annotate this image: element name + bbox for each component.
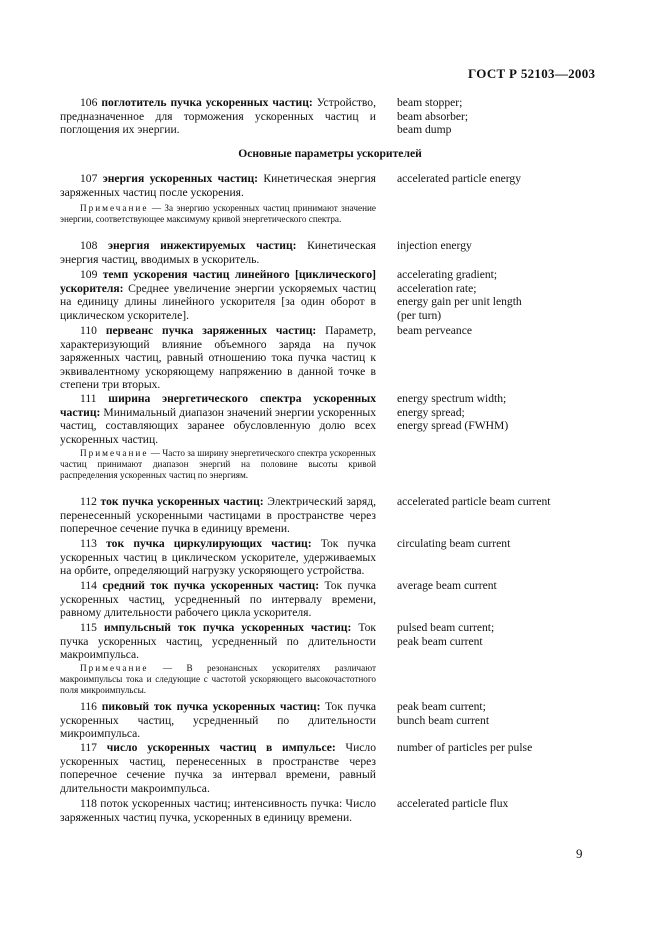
english-equivalent: pulsed beam current; peak beam current <box>397 621 495 648</box>
english-equivalent: circulating beam current <box>397 537 511 550</box>
term-name: энергия ускоренных частиц: <box>102 172 259 185</box>
english-equivalent: beam stopper; beam absorber; beam dump <box>397 96 469 137</box>
english-equivalent: accelerated particle flux <box>397 797 509 810</box>
term-definition: 106 поглотитель пучка ускоренных частиц: Устройство, предназначенное для торможения ускоренных частиц и поглощения их энергии. <box>60 96 376 137</box>
term-text: Ток пучка ускоренных частиц, усредненный по длительности микроимпульса. <box>60 700 376 741</box>
note-111 <box>60 448 376 480</box>
term-text: Кинетическая энергия заряженных частиц после ускорения. <box>60 172 376 199</box>
term-definition: 113 ток пучка циркулирующих частиц: Ток пучка ускоренных частиц в циклическом ускорителе, удерживаемых на орбите, определяющий нагрузку ускоряющего устройства. <box>60 537 376 578</box>
english-equivalent: injection energy <box>397 239 472 252</box>
note-text: — Часто за ширину энергетического спектра ускоренных частиц принимают диапазон энергий на половине высоты кривой распределения ускоренных частиц по энергиям. <box>60 448 376 480</box>
term-text: Параметр, характеризующий влияние объемного заряда на пучок заряженных частиц, равный отношению тока пучка частиц к эквивалентному ускоряющему напряжению в данной точке в степени три вторых. <box>60 324 376 392</box>
term-name: энергия инжектируемых частиц: <box>107 239 297 252</box>
note-text: — За энергию ускоренных частиц принимают значение энергии, соответствующее максимуму кривой энергетического спектра. <box>60 203 376 224</box>
term-text: Электрический заряд, перенесенный ускоренными частицами в пространстве через поперечное сечение пучка в единицу времени. <box>60 495 376 536</box>
term-name: ширина энергетического спектра ускоренных частиц: <box>60 392 376 419</box>
term-text: Минимальный диапазон значений энергии ускоренных частиц, составляющих заранее обусловленную долю всех ускоренных частиц. <box>60 405 376 446</box>
term-name: средний ток пучка ускоренных частиц: <box>102 579 320 592</box>
note-115 <box>60 663 376 695</box>
term-definition: 109 темп ускорения частиц линейного [циклического] ускорителя: Среднее увеличение энергии ускоряемых частиц на единицу длины линейного ускорителя [за один оборот в циклическом ускорителе]. <box>60 268 376 322</box>
term-definition: 111 ширина энергетического спектра ускоренных частиц: Минимальный диапазон значений энергии ускоренных частиц, составляющих заранее обусловленную долю всех ускоренных частиц. <box>60 392 376 446</box>
term-name: первеанс пучка заряженных частиц: <box>105 324 317 337</box>
english-equivalent: peak beam current; bunch beam current <box>397 700 490 727</box>
section-title: Основные параметры ускорителей <box>238 147 422 160</box>
term-text: Среднее увеличение энергии ускоряемых частиц на единицу длины линейного ускорителя [за один оборот в циклическом ускорителе]. <box>60 281 376 322</box>
term-text: Ток пучка ускоренных частиц, усредненный по интервалу времени, равному длительности рабочего цикла ускорителя. <box>60 579 376 620</box>
term-name: ток пучка циркулирующих частиц: <box>106 537 312 550</box>
english-equivalent: accelerated particle beam current <box>397 495 551 508</box>
term-name: пиковый ток пучка ускоренных частиц: <box>101 700 321 713</box>
term-definition: 110 первеанс пучка заряженных частиц: Параметр, характеризующий влияние объемного заряда на пучок заряженных частиц, равный отношению тока пучка частиц к эквивалентному ускоряющему напряжению в данной точке в степени три вторых. <box>60 324 376 392</box>
term-text: Ток пучка ускоренных частиц, усредненный по длительности макроимпульса. <box>60 621 376 662</box>
term-text: поток ускоренных частиц; интенсивность пучка: Число заряженных частиц пучка, ускоренных в единицу времени. <box>60 797 376 824</box>
term-definition: 118 поток ускоренных частиц; интенсивность пучка: Число заряженных частиц пучка, ускоренных в единицу времени. <box>60 797 376 824</box>
english-equivalent: accelerating gradient; acceleration rate; energy gain per unit length (per turn) <box>397 268 522 322</box>
term-definition: 117 число ускоренных частиц в импульсе: Число ускоренных частиц, перенесенных в пространстве через поперечное сечение пучка за интервал времени, равный длительности макроимпульса. <box>60 741 376 795</box>
term-text: Число ускоренных частиц, перенесенных в пространстве через поперечное сечение пучка за интервал времени, равный длительности макроимпульса. <box>60 741 376 795</box>
term-name: темп ускорения частиц линейного [циклического] ускорителя: <box>60 268 376 295</box>
term-name: число ускоренных частиц в импульсе: <box>106 741 336 754</box>
term-definition: 114 средний ток пучка ускоренных частиц: Ток пучка ускоренных частиц, усредненный по интервалу времени, равному длительности рабочего цикла ускорителя. <box>60 579 376 620</box>
page-number: 9 <box>576 846 583 861</box>
note-107 <box>60 203 376 225</box>
term-definition: 107 энергия ускоренных частиц: Кинетическая энергия заряженных частиц после ускорения. <box>60 172 376 199</box>
note-label: Примечание <box>80 663 149 673</box>
document-id: ГОСТ Р 52103—2003 <box>468 66 596 81</box>
note-label: Примечание <box>80 203 149 213</box>
term-definition: 112 ток пучка ускоренных частиц: Электрический заряд, перенесенный ускоренными частицами в пространстве через поперечное сечение пучка в единицу времени. <box>60 495 376 536</box>
term-name: импульсный ток пучка ускоренных частиц: <box>103 621 352 634</box>
term-definition: 108 энергия инжектируемых частиц: Кинетическая энергия частиц, вводимых в ускоритель. <box>60 239 376 266</box>
term-name: ток пучка ускоренных частиц: <box>100 495 264 508</box>
note-text: — В резонансных ускорителях различают макроимпульсы тока и следующие с частотой ускоряющего высокочастотного поля микроимпульсы. <box>60 663 376 695</box>
term-text: Ток пучка ускоренных частиц в циклическом ускорителе, удерживаемых на орбите, определяющий нагрузку ускоряющего устройства. <box>60 537 376 578</box>
english-equivalent: number of particles per pulse <box>397 741 533 754</box>
term-definition: 116 пиковый ток пучка ускоренных частиц: Ток пучка ускоренных частиц, усредненный по длительности микроимпульса. <box>60 700 376 741</box>
term-text: Кинетическая энергия частиц, вводимых в ускоритель. <box>60 239 376 266</box>
english-equivalent: accelerated particle energy <box>397 172 522 185</box>
term-text: Устройство, предназначенное для торможения ускоренных частиц и поглощения их энергии. <box>60 96 376 137</box>
english-equivalent: average beam current <box>397 579 497 592</box>
english-equivalent: energy spectrum width; energy spread; energy spread (FWHM) <box>397 392 509 433</box>
note-label: Примечание <box>80 448 149 458</box>
term-name: поглотитель пучка ускоренных частиц: <box>101 96 313 109</box>
english-equivalent: beam perveance <box>397 324 472 337</box>
term-definition: 115 импульсный ток пучка ускоренных частиц: Ток пучка ускоренных частиц, усредненный по длительности макроимпульса. <box>60 621 376 662</box>
